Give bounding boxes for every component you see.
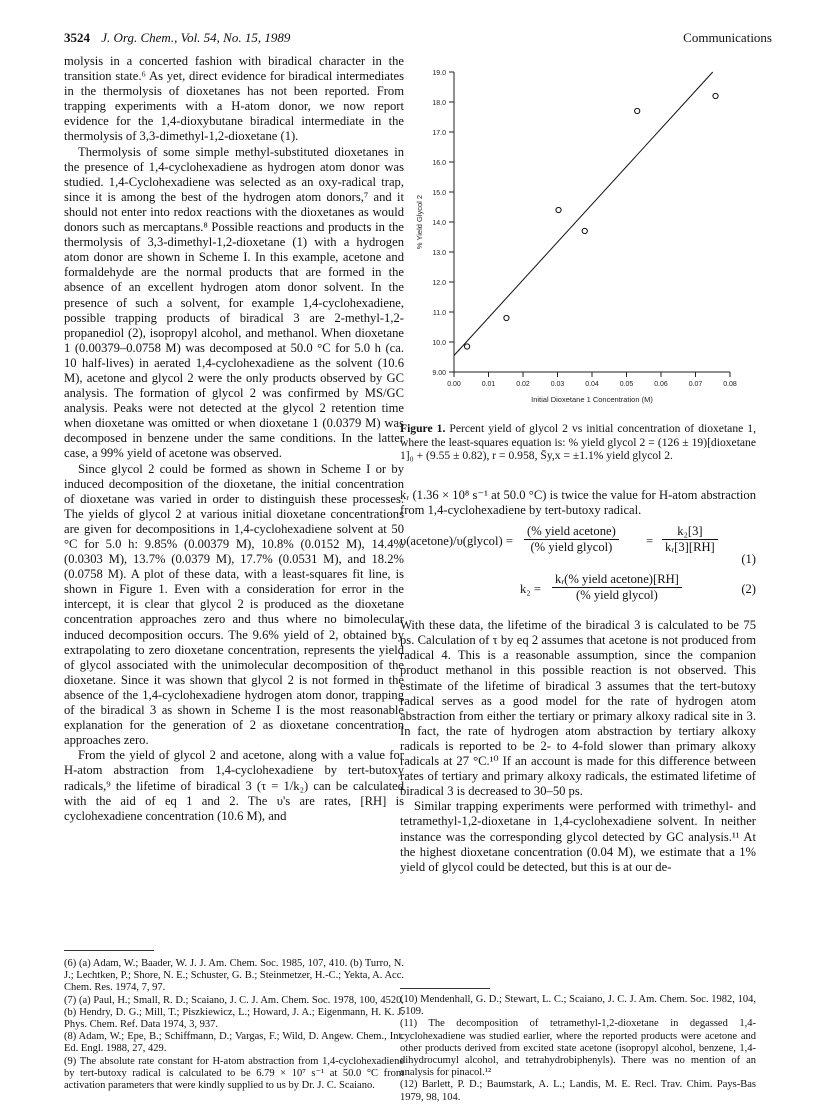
figure-1-chart bbox=[400, 54, 756, 419]
figure-caption-label: Figure 1. bbox=[400, 422, 446, 435]
eq1-right-numerator: k₂[3] bbox=[677, 524, 703, 539]
x-axis-label: Initial Dioxetane 1 Concentration (M) bbox=[531, 395, 653, 404]
x-tick-label: 0.02 bbox=[516, 381, 530, 388]
y-tick-label: 14.0 bbox=[432, 220, 446, 227]
x-tick-label: 0.06 bbox=[654, 381, 668, 388]
eq2-numerator: kᵣ(% yield acetone)[RH] bbox=[555, 572, 679, 587]
footnote-7: (7) (a) Paul, H.; Small, R. D.; Scaiano, J. C. J. Am. Chem. Soc. 1978, 100, 4520. (b) Hendry, D. G.; Mill, T.; Piszkiewicz, L.; Howard, J. A.; Eigenmann, H. K. J. Phys. Chem. Ref. Data 1974, 3, 937. bbox=[64, 994, 404, 1031]
figure-caption-text: Percent yield of glycol 2 vs initial concentration of dioxetane 1, where the least-squares equation is: % yield glycol 2 = (126 ± 19)[dioxetane 1]₀ + (9.55 ± 0.82), r = 0.958, S̄y,x = ±1.1% yield glycol 2. bbox=[400, 422, 756, 462]
y-tick-label: 19.0 bbox=[432, 70, 446, 77]
data-point bbox=[556, 207, 561, 212]
equation-1 bbox=[400, 522, 756, 567]
page-number: 3524 bbox=[64, 30, 90, 45]
paragraph-3: Since glycol 2 could be formed as shown in Scheme I or by induced decomposition of the dioxetane, the initial concentration of dioxetane was varied in order to distinguish these processes. The yields of glycol 2 at various initial dioxetane concentrations are given for decompositions in 1,4-cyclohexadiene solvent at 50 °C for 5.0 h: 9.85% (0.00379 M), 10.8% (0.0152 M), 14.4% (0.0303 M), 13.7% (0.0379 M), 17.7% (0.0531 M), and 18.2% (0.0758 M). A plot of these data, with a least-squares fit line, is shown in Figure 1. Even with a consideration for error in the intercept, it is clear that glycol 2 is produced as the dioxetane concentration approaches zero and thus where no bimolecular induced decomposition occurs. The 9.6% yield of 2, obtained by extrapolating to zero dioxetane concentration, represents the yield of glycol associated with the unimolecular decomposition of the dioxetane. Since it was shown that glycol 2 is not formed in the absence of the 1,4-cyclohexadiene hydrogen atom donor, trapping of the biradical 3 as shown in Scheme I is the most reasonable explanation for the generation of 2 as dioxetane concentration approaches zero. bbox=[64, 461, 404, 748]
footnote-11: (11) The decomposition of tetramethyl-1,2-dioxetane in degassed 1,4-cyclohexadiene was studied earlier, where the reported products were acetone and other products derived from excited state acetone (isopropyl alcohol, benzene, 1,4-dihydrocumyl alcohol, and tetrahydrobiphenyls). There was no mention of an analysis for pinacol.¹² bbox=[400, 1018, 756, 1079]
y-tick-label: 18.0 bbox=[432, 100, 446, 107]
y-axis-label: % Yield Glycol 2 bbox=[415, 194, 424, 250]
x-tick-label: 0.07 bbox=[688, 381, 703, 388]
journal-citation: J. Org. Chem., Vol. 54, No. 15, 1989 bbox=[101, 30, 291, 45]
x-tick-label: 0.00 bbox=[447, 381, 461, 388]
right-paragraph-2: With these data, the lifetime of the biradical 3 is calculated to be 75 ps. Calculation of τ by eq 2 assumes that acetone is not produced from radical 4. This is a reasonable assumption, since the companion product methanol in this possible reaction is not observed. This estimate of the lifetime of biradical 3 assumes that the tert-butoxy radical serves as a good model for the rate of hydrogen atom abstraction from either the tertiary or primary alkoxy radical site in 3. In fact, the rate of hydrogen atom abstraction by tertiary alkoxy radicals is reported to be 2- to 4-fold slower than primary alkoxy radicals at 27 °C.¹⁰ If an account is made for this difference between rates of tertiary and primary alkoxy radicals, the estimated lifetime of biradical 3 is decreased to 30–50 ps. bbox=[400, 618, 756, 799]
eq2-denominator: (% yield glycol) bbox=[552, 587, 682, 603]
eq1-equals: = bbox=[646, 534, 654, 549]
y-tick-label: 17.0 bbox=[432, 130, 446, 137]
y-tick-label: 9.00 bbox=[432, 370, 446, 377]
x-tick-label: 0.05 bbox=[619, 381, 634, 388]
x-tick-label: 0.01 bbox=[481, 381, 496, 388]
eq1-fraction-right bbox=[662, 524, 718, 555]
eq1-right-denominator: kᵣ[3][RH] bbox=[662, 539, 718, 555]
right-paragraph-3: Similar trapping experiments were performed with trimethyl- and tetramethyl-1,2-dioxetane in 1,4-cyclohexadiene solvent. In neither instance was the corresponding glycol detected by GC analysis.¹¹ At the highest dioxetane concentration (0.04 M), we estimate that a 1% yield of glycol could be detected, but this is at our de- bbox=[400, 799, 756, 874]
footnotes-right bbox=[400, 994, 756, 1104]
footnotes-left bbox=[64, 958, 404, 1092]
left-column bbox=[64, 54, 404, 824]
data-point bbox=[713, 93, 718, 98]
fit-line bbox=[454, 72, 713, 356]
equation-2 bbox=[400, 570, 756, 612]
eq2-fraction bbox=[552, 572, 682, 603]
y-tick-label: 15.0 bbox=[432, 190, 446, 197]
data-point bbox=[464, 344, 469, 349]
right-column bbox=[400, 488, 756, 875]
footnote-9: (9) The absolute rate constant for H-atom abstraction from 1,4-cyclohexadiene by tert-butoxy radical is calculated to be 6.79 × 10⁷ s⁻¹ at 50.0 °C from activation parameters that were kindly supplied to us by Dr. J. C. Scaiano. bbox=[64, 1055, 404, 1092]
x-tick-label: 0.03 bbox=[550, 381, 565, 388]
footnote-rule-left bbox=[64, 950, 154, 951]
footnote-6: (6) (a) Adam, W.; Baader, W. J. J. Am. Chem. Soc. 1985, 107, 410. (b) Turro, N. J.; Lechtken, P.; Shore, N. E.; Schuster, G. B.; Steinmetzer, H.-C.; Yekta, A. Acc. Chem. Res. 1974, 7, 97. bbox=[64, 958, 404, 994]
eq1-lhs: υ(acetone)/υ(glycol) = bbox=[400, 534, 513, 549]
paragraph-4: From the yield of glycol 2 and acetone, along with a value for H-atom abstraction from 1,4-cyclohexadiene by tert-butoxy radicals,⁹ the lifetime of biradical 3 (τ = 1/k₂) can be calculated with the aid of eq 1 and 2. The υ's are rates, [RH] is cyclohexadiene concentration (10.6 M), and bbox=[64, 748, 404, 823]
right-paragraph-1: kᵣ (1.36 × 10⁸ s⁻¹ at 50.0 °C) is twice the value for H-atom abstraction from 1,4-cyclohexadiene by tert-butoxy radical. bbox=[400, 488, 756, 518]
data-point bbox=[635, 108, 640, 113]
footnote-8: (8) Adam, W.; Epe, B.; Schiffmann, D.; Vargas, F.; Wild, D. Angew. Chem., Int. Ed. Engl. 1988, 27, 429. bbox=[64, 1031, 404, 1055]
y-tick-label: 12.0 bbox=[432, 280, 446, 287]
y-tick-label: 10.0 bbox=[432, 340, 446, 347]
figure-1 bbox=[400, 54, 756, 419]
section-title: Communications bbox=[683, 30, 772, 45]
footnote-12: (12) Barlett, P. D.; Baumstark, A. L.; Landis, M. E. Recl. Trav. Chim. Pays-Bas 1979, 98, 104. bbox=[400, 1079, 756, 1103]
data-point bbox=[504, 315, 509, 320]
eq1-fraction-left bbox=[524, 524, 619, 555]
header-left bbox=[64, 30, 290, 46]
data-point bbox=[582, 228, 587, 233]
y-tick-label: 13.0 bbox=[432, 250, 446, 257]
eq2-lhs: k₂ = bbox=[520, 582, 541, 597]
footnote-rule-right bbox=[400, 988, 490, 989]
footnote-10: (10) Mendenhall, G. D.; Stewart, L. C.; Scaiano, J. C. J. Am. Chem. Soc. 1982, 104, 5109. bbox=[400, 994, 756, 1018]
eq2-number: (2) bbox=[741, 582, 756, 597]
y-tick-label: 16.0 bbox=[432, 160, 446, 167]
eq1-numerator: (% yield acetone) bbox=[527, 524, 616, 539]
x-tick-label: 0.08 bbox=[723, 381, 737, 388]
paragraph-1: molysis in a concerted fashion with biradical character in the transition state.⁶ As yet, direct evidence for biradical intermediates in the thermolysis of dioxetanes has not been reported. From trapping experiments with a H-atom donor, we now report evidence for the 1,4-dioxybutane biradical intermediate in the thermolysis of 3,3-dimethyl-1,2-dioxetane (1). bbox=[64, 54, 404, 144]
page-header bbox=[64, 30, 772, 48]
paragraph-2: Thermolysis of some simple methyl-substituted dioxetanes in the presence of 1,4-cyclohexadiene as hydrogen atom donor was studied. 1,4-Cyclohexadiene was selected as an oxy-radical trap, since it is among the best of the hydrogen atom donors,⁷ and it should not enter into redox reactions with the dioxetanes as would donors such as mercaptans.⁸ Possible reactions and products in the thermolysis of 3,3-dimethyl-1,2-dioxetane (1) with a hydrogen atom donor are shown in Scheme I. In this example, acetone and formaldehyde are the normal products that are formed in the absence of an excellent hydrogen atom donor solvent. In the presence of such a solvent, for example 1,4-cyclohexadiene, possible trapping products of biradical 3 are 2-methyl-1,2-propanediol (2), isopropyl alcohol, and methanol. When dioxetane 1 (0.00379–0.0758 M) was decomposed at 50.0 °C for 5.0 h (ca. 10 half-lives) in aerated 1,4-cyclohexadiene as the solvent (10.6 M), acetone and glycol 2 were the only products observed by GC analysis. The formation of glycol 2 was confirmed by MS/GC analysis. Peaks were not detected at the glycol 2 retention time when dioxetane was omitted or when dioxetane 1 (0.0379 M) was decomposed in benzene under the same conditions. In the latter case, a 99% yield of acetone was observed. bbox=[64, 144, 404, 461]
eq1-denominator: (% yield glycol) bbox=[524, 539, 619, 555]
x-tick-label: 0.04 bbox=[585, 381, 599, 388]
y-tick-label: 11.0 bbox=[432, 310, 446, 317]
figure-caption bbox=[400, 422, 756, 463]
eq1-number: (1) bbox=[741, 552, 756, 567]
